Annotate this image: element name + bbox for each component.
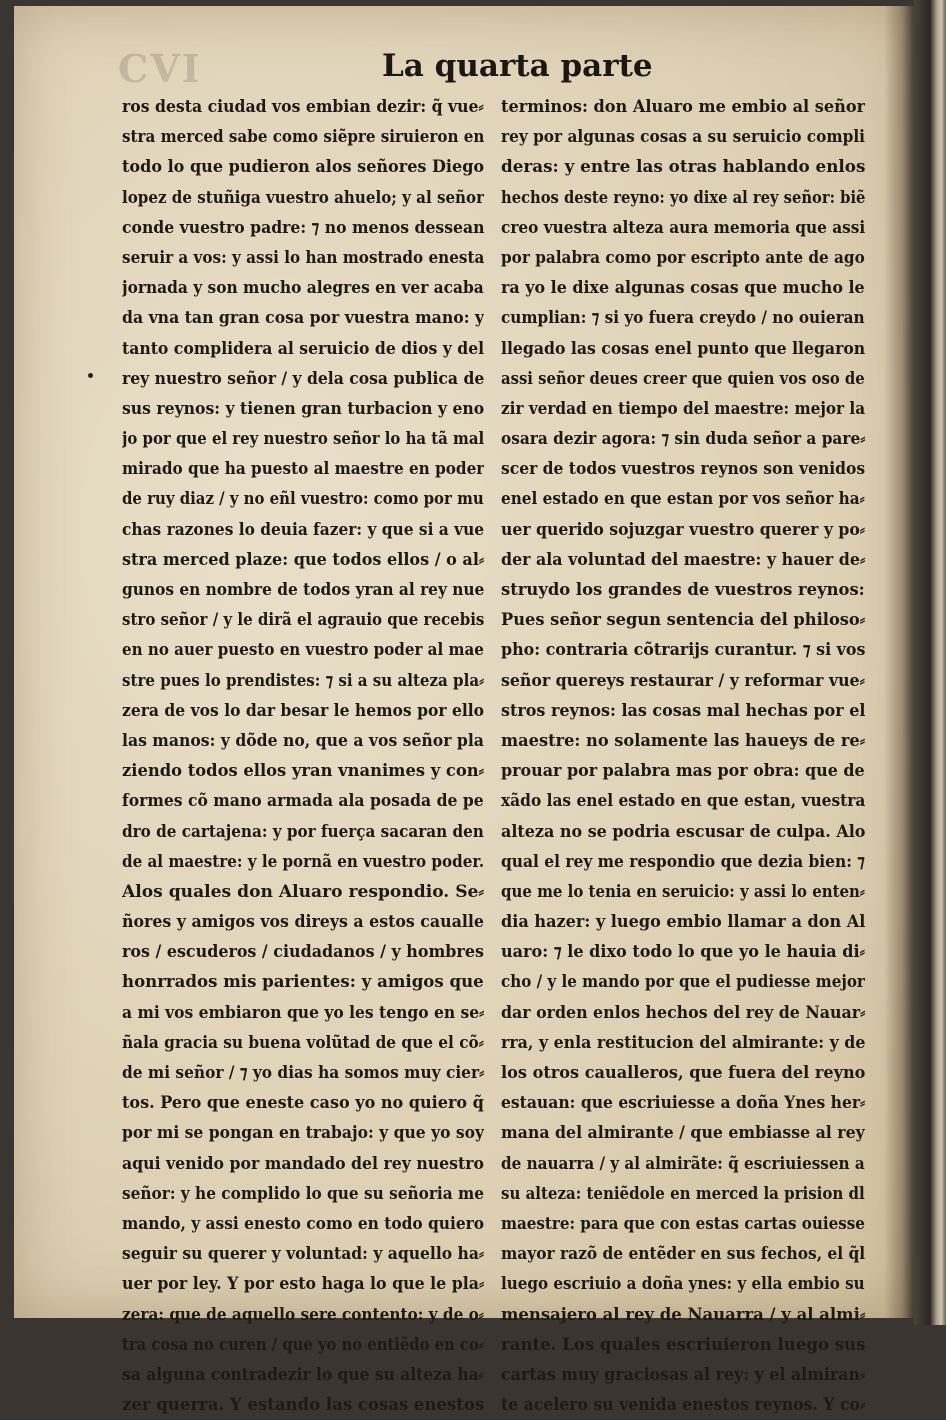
text-line-span: dro de cartajena: y por fuerça sacaran den [122,821,484,842]
text-line [501,364,865,394]
text-line [501,726,865,756]
text-line-span: dia hazer: y luego embio llamar a don Al [501,912,865,933]
text-line [122,1028,484,1058]
text-line-span: Pues señor segun sentencia del philoso⸗ [501,610,865,631]
text-line-span: xãdo las enel estado en que estan, vuestra [501,791,865,812]
text-line-span: stros reynos: las cosas mal hechas por el [501,700,865,721]
text-line-span: de mi señor / ⁊ yo dias ha somos muy cier⸗ [122,1063,484,1083]
text-line [122,817,484,847]
text-line [122,847,484,877]
text-line [122,394,484,424]
text-line [122,243,484,273]
text-line [501,786,865,816]
text-line [122,424,484,454]
text-line-span: ziendo todos ellos yran vnanimes y con⸗ [122,761,484,782]
book-page [14,6,914,1416]
text-line [501,1209,865,1239]
text-line [501,1239,865,1269]
text-line-span: struydo los grandes de vuestros reynos: [501,580,865,600]
text-line-span: gunos en nombre de todos yran al rey nue [122,580,484,600]
text-line [122,92,484,122]
text-line [501,122,865,152]
text-line-span: chas razones lo deuia fazer: y que si a vue [122,519,484,540]
text-line [122,1118,484,1148]
text-line-span: osara dezir agora: ⁊ sin duda señor a pare⸗ [501,429,865,450]
text-line-span: zer querra. Y estando las cosas enestos [122,1395,484,1416]
text-line-span: formes cõ mano armada ala posada de pe [122,791,484,812]
text-line [501,1149,865,1179]
text-line [501,303,865,333]
page-gutter-shadow [884,6,914,1318]
text-line-span: estauan: que escriuiesse a doña Ynes her⸗ [501,1093,865,1114]
text-line-span: su alteza: teniẽdole en merced la prision dl [501,1183,865,1204]
text-line [501,152,865,182]
text-line [122,967,484,997]
text-line-span: mayor razõ de entẽder en sus fechos, el q̃l [501,1244,865,1265]
text-line-span: en no auer puesto en vuestro poder al mae [122,640,484,661]
text-line [501,1269,865,1299]
text-line [122,998,484,1028]
text-line-span: por mi se pongan en trabajo: y que yo soy [122,1123,484,1144]
text-line-span: stre pues lo prendistes: ⁊ si a su alteza pla⸗ [122,670,484,691]
text-line [501,92,865,122]
text-line-span: tos. Pero que eneste caso yo no quiero q̃ [122,1093,484,1114]
text-line [501,1330,865,1360]
text-line-span: hechos deste reyno: yo dixe al rey señor: biẽ [501,187,865,208]
text-line [501,877,865,907]
text-line-span: jo por que el rey nuestro señor lo ha tã mal [122,429,484,450]
text-line [122,152,484,182]
text-line-span: a mi vos embiaron que yo les tengo en se⸗ [122,1002,484,1023]
text-line-span: señor quereys restaurar / y reformar vue⸗ [501,670,865,691]
text-line [501,1390,865,1420]
text-line-span: ros desta ciudad vos embian dezir: q̃ vue⸗ [122,97,484,117]
text-line [501,635,865,665]
text-line [501,575,865,605]
text-line-span: te acelero su venida enestos reynos. Y co⸗ [501,1395,865,1416]
text-line [122,726,484,756]
text-line-span: tanto complidera al seruicio de dios y del [122,338,484,359]
text-line-span: los otros caualleros, que fuera del reyno [501,1063,865,1083]
text-line-span: seruir a vos: y assi lo han mostrado enesta [122,247,484,268]
text-line-span: mensajero al rey de Nauarra / y al almi⸗ [501,1304,865,1325]
text-line [122,786,484,816]
text-line-span: lopez de stuñiga vuestro ahuelo; y al señor [122,187,484,208]
text-line [501,1058,865,1088]
text-column-right [501,92,865,1420]
text-line-span: conde vuestro padre: ⁊ no menos dessean [122,217,484,238]
text-line [122,575,484,605]
text-line-span: cumplian: ⁊ si yo fuera creydo / no ouieran [501,308,865,329]
text-line-span: uer por ley. Y por esto haga lo que le pla⸗ [122,1274,484,1295]
text-line [501,1179,865,1209]
text-line-span: luego escriuio a doña ynes: y ella embio su [501,1274,865,1295]
text-line-span: stra merced plaze: que todos ellos / o al⸗ [122,549,484,570]
text-line [122,1088,484,1118]
text-line-span: dar orden enlos hechos del rey de Nauar⸗ [501,1002,865,1023]
text-line-span: que me lo tenia en seruicio: y assi lo enten⸗ [501,881,865,902]
text-line-span: scer de todos vuestros reynos son venidos [501,459,865,480]
text-line [501,1360,865,1390]
text-line [501,756,865,786]
text-line-span: de al maestre: y le pornã en vuestro poder. [122,851,484,872]
text-line-span: sa alguna contradezir lo que su alteza ha⸗ [122,1364,484,1385]
text-line [122,1058,484,1088]
text-line [501,243,865,273]
text-line-span: las manos: y dõde no, que a vos señor pla [122,730,484,751]
text-line-span: creo vuestra alteza aura memoria que assi [501,217,865,238]
text-line-span: der ala voluntad del maestre: y hauer de⸗ [501,549,865,570]
text-line-span: jornada y son mucho alegres en ver acaba [122,278,484,299]
text-line [122,334,484,364]
text-line-span: ñores y amigos vos direys a estos caualle [122,912,484,933]
running-title: La quarta parte [382,48,653,84]
text-line [122,877,484,907]
text-line [122,1330,484,1360]
text-column-left [122,92,484,1420]
text-line [122,696,484,726]
text-line [122,303,484,333]
text-line-span: ros / escuderos / ciudadanos / y hombres [122,942,484,963]
text-line-span: uer querido sojuzgar vuestro querer y po⸗ [501,519,865,540]
text-line [122,1179,484,1209]
text-line [122,364,484,394]
margin-mark [88,373,93,378]
text-line [501,1118,865,1148]
text-line [501,696,865,726]
text-line [501,998,865,1028]
text-line [501,515,865,545]
text-line-span: honrrados mis parientes: y amigos que [122,972,484,993]
text-line-span: mando, y assi enesto como en todo quiero [122,1213,484,1234]
text-line [501,213,865,243]
text-line-span: sus reynos: y tienen gran turbacion y eno [122,398,484,419]
book-edge [914,0,946,1325]
text-line-span: uaro: ⁊ le dixo todo lo que yo le hauia di⸗ [501,942,865,963]
text-line-span: zir verdad en tiempo del maestre: mejor la [501,398,865,419]
text-line [122,937,484,967]
text-line-span: da vna tan gran cosa por vuestra mano: y [122,308,484,329]
text-line [501,394,865,424]
text-line [122,122,484,152]
text-line-span: enel estado en que estan por vos señor ha⸗ [501,489,865,510]
text-line [501,907,865,937]
text-line-span: prouar por palabra mas por obra: que de [501,761,865,782]
text-line-span: llegado las cosas enel punto que llegaron [501,338,865,359]
text-line-span: de ruy diaz / y no eñl vuestro: como por mu [122,489,484,510]
text-line [122,545,484,575]
text-line [122,515,484,545]
text-line [501,424,865,454]
text-line-span: tra cosa no curen / que yo no entiẽdo en co⸗ [122,1334,484,1355]
text-line [122,756,484,786]
text-line [501,666,865,696]
text-line-span: mana del almirante / que embiasse al rey [501,1123,865,1144]
text-line [501,1088,865,1118]
text-line [122,213,484,243]
text-line-span: pho: contraria cõtrarijs curantur. ⁊ si vos [501,640,865,661]
text-line-span: Alos quales don Aluaro respondio. Se⸗ [122,881,484,902]
text-line-span: qual el rey me respondio que dezia bien: ⁊ [501,851,865,872]
text-line [122,635,484,665]
text-line-span: rey por algunas cosas a su seruicio compli [501,127,865,148]
text-line [501,484,865,514]
text-line [501,273,865,303]
text-line [501,1028,865,1058]
text-line [122,484,484,514]
text-line [122,605,484,635]
text-line [122,1209,484,1239]
text-line [122,666,484,696]
text-line-span: rra, y enla restitucion del almirante: y de [501,1032,865,1053]
text-line-span: señor: y he complido lo que su señoria me [122,1183,484,1204]
text-line [501,545,865,575]
text-line [122,1300,484,1330]
text-line-span: zera: que de aquello sere contento: y de o⸗ [122,1304,484,1325]
text-line-span: cho / y le mando por que el pudiesse mejor [501,972,865,993]
text-line-span: rey nuestro señor / y dela cosa publica de [122,368,484,389]
text-line [122,1239,484,1269]
text-line [501,967,865,997]
text-line [122,454,484,484]
text-line-span: seguir su querer y voluntad: y aquello ha⸗ [122,1244,484,1265]
text-line [501,937,865,967]
text-line [501,454,865,484]
text-line-span: rante. Los quales escriuieron luego sus [501,1334,865,1355]
text-line-span: stra merced sabe como siẽpre siruieron en [122,127,484,148]
text-line-span: de nauarra / y al almirãte: q̃ escriuiessen a [501,1153,865,1174]
text-line [501,605,865,635]
text-line-span: todo lo que pudieron alos señores Diego [122,157,484,178]
text-line-span: ra yo le dixe algunas cosas que mucho le [501,278,865,299]
folio-number: CVI [118,46,202,91]
text-line-span: deras: y entre las otras hablando enlos [501,157,865,178]
text-line-span: zera de vos lo dar besar le hemos por ello [122,700,484,721]
text-line-span: ñala gracia su buena volũtad de que el cõ⸗ [122,1032,484,1053]
text-line-span: stro señor / y le dirã el agrauio que recebis [122,610,484,631]
text-line [122,1390,484,1420]
text-line [501,817,865,847]
text-line [501,847,865,877]
text-line [501,1300,865,1330]
text-line-span: assi señor deues creer que quien vos oso de [501,368,865,389]
text-line-span: maestre: para que con estas cartas ouiesse [501,1213,865,1234]
text-line [122,273,484,303]
text-line [122,1360,484,1390]
text-line-span: aqui venido por mandado del rey nuestro [122,1153,484,1174]
text-line [122,1149,484,1179]
text-line-span: cartas muy graciosas al rey: y el almiran⸗ [501,1364,865,1385]
text-line-span: maestre: no solamente las haueys de re⸗ [501,730,865,751]
text-line [122,1269,484,1299]
text-line-span: alteza no se podria escusar de culpa. Alo [501,821,865,842]
text-line [122,907,484,937]
text-line [501,334,865,364]
text-line-span: por palabra como por escripto ante de ago [501,247,865,268]
text-line-span: terminos: don Aluaro me embio al señor [501,97,865,117]
text-line [501,183,865,213]
text-line-span: mirado que ha puesto al maestre en poder [122,459,484,480]
text-line [122,183,484,213]
